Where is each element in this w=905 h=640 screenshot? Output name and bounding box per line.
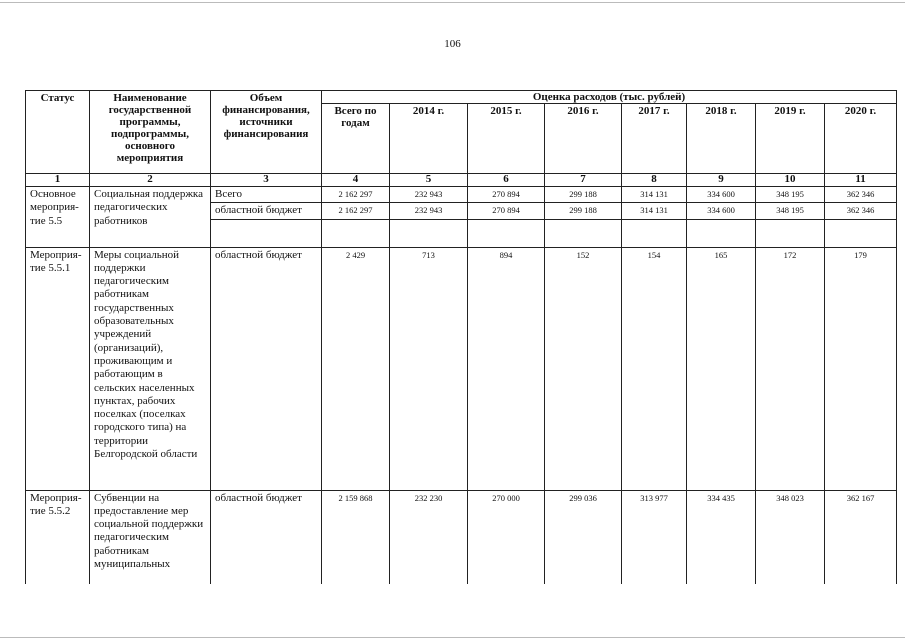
empty-cell bbox=[545, 219, 622, 247]
financing-source: областной бюджет bbox=[211, 490, 322, 584]
column-number: 11 bbox=[825, 174, 897, 187]
row-status: Мероприя-тие 5.5.2 bbox=[26, 490, 90, 584]
value-2016: 152 bbox=[545, 247, 622, 490]
empty-cell bbox=[390, 219, 468, 247]
scan-edge-mark bbox=[0, 637, 905, 638]
empty-cell bbox=[322, 219, 390, 247]
column-number: 8 bbox=[622, 174, 687, 187]
value-2017: 154 bbox=[622, 247, 687, 490]
financing-source: Всего bbox=[211, 187, 322, 203]
scan-edge-mark bbox=[0, 2, 905, 3]
value-2014: 713 bbox=[390, 247, 468, 490]
value-2020: 179 bbox=[825, 247, 897, 490]
empty-cell bbox=[756, 219, 825, 247]
column-number-row bbox=[26, 174, 897, 187]
value-2014: 232 943 bbox=[390, 187, 468, 203]
column-number: 2 bbox=[90, 174, 211, 187]
header-year: 2020 г. bbox=[825, 104, 897, 174]
column-number: 5 bbox=[390, 174, 468, 187]
value-2019: 348 195 bbox=[756, 187, 825, 203]
value-total: 2 162 297 bbox=[322, 187, 390, 203]
financing-source: областной бюджет bbox=[211, 203, 322, 219]
empty-cell bbox=[825, 219, 897, 247]
column-number: 1 bbox=[26, 174, 90, 187]
row-name: Субвенции на предоставление мер социальной поддержки педагогическим работникам муниципальных bbox=[90, 490, 211, 584]
value-2020: 362 167 bbox=[825, 490, 897, 584]
value-2015: 270 894 bbox=[468, 187, 545, 203]
value-2015: 270 894 bbox=[468, 203, 545, 219]
column-number: 7 bbox=[545, 174, 622, 187]
header-row-group bbox=[26, 91, 897, 104]
expense-estimate-table bbox=[25, 90, 897, 584]
value-2018: 334 600 bbox=[687, 187, 756, 203]
empty-cell bbox=[211, 219, 322, 247]
value-2014: 232 230 bbox=[390, 490, 468, 584]
value-2016: 299 188 bbox=[545, 203, 622, 219]
header-year: 2014 г. bbox=[390, 104, 468, 174]
value-2017: 313 977 bbox=[622, 490, 687, 584]
table-row bbox=[26, 187, 897, 203]
financing-source: областной бюджет bbox=[211, 247, 322, 490]
row-status: Мероприя-тие 5.5.1 bbox=[26, 247, 90, 490]
column-number: 4 bbox=[322, 174, 390, 187]
row-name: Меры социальной поддержки педагогическим работникам государственных образовательных учреждений (организаций), проживающим и работающим в сельских населенных пунктах, рабочих поселках (поселках городского типа) на территории Белгородской области bbox=[90, 247, 211, 490]
value-2018: 334 435 bbox=[687, 490, 756, 584]
header-year: 2016 г. bbox=[545, 104, 622, 174]
header-year: 2019 г. bbox=[756, 104, 825, 174]
value-2018: 334 600 bbox=[687, 203, 756, 219]
page-number: 106 bbox=[444, 38, 461, 50]
value-total: 2 162 297 bbox=[322, 203, 390, 219]
value-2017: 314 131 bbox=[622, 203, 687, 219]
header-year: 2015 г. bbox=[468, 104, 545, 174]
header-status: Статус bbox=[26, 91, 90, 174]
value-2014: 232 943 bbox=[390, 203, 468, 219]
row-name: Социальная поддержка педагогических работников bbox=[90, 187, 211, 248]
empty-cell bbox=[622, 219, 687, 247]
value-2020: 362 346 bbox=[825, 203, 897, 219]
value-2016: 299 188 bbox=[545, 187, 622, 203]
value-2015: 894 bbox=[468, 247, 545, 490]
header-total: Всего по годам bbox=[322, 104, 390, 174]
header-year: 2017 г. bbox=[622, 104, 687, 174]
column-number: 10 bbox=[756, 174, 825, 187]
empty-cell bbox=[687, 219, 756, 247]
value-2019: 348 023 bbox=[756, 490, 825, 584]
value-2015: 270 000 bbox=[468, 490, 545, 584]
empty-cell bbox=[468, 219, 545, 247]
column-number: 9 bbox=[687, 174, 756, 187]
column-number: 3 bbox=[211, 174, 322, 187]
value-2017: 314 131 bbox=[622, 187, 687, 203]
value-2019: 172 bbox=[756, 247, 825, 490]
value-2016: 299 036 bbox=[545, 490, 622, 584]
value-total: 2 429 bbox=[322, 247, 390, 490]
column-number: 6 bbox=[468, 174, 545, 187]
value-2018: 165 bbox=[687, 247, 756, 490]
header-financing: Объем финансирования, источники финансирования bbox=[211, 91, 322, 174]
row-status: Основное мероприя-тие 5.5 bbox=[26, 187, 90, 248]
value-2019: 348 195 bbox=[756, 203, 825, 219]
table-row bbox=[26, 247, 897, 490]
value-total: 2 159 868 bbox=[322, 490, 390, 584]
header-year: 2018 г. bbox=[687, 104, 756, 174]
header-name: Наименование государственной программы, подпрограммы, основного мероприятия bbox=[90, 91, 211, 174]
table-row bbox=[26, 490, 897, 584]
header-estimate-group: Оценка расходов (тыс. рублей) bbox=[322, 91, 897, 104]
value-2020: 362 346 bbox=[825, 187, 897, 203]
